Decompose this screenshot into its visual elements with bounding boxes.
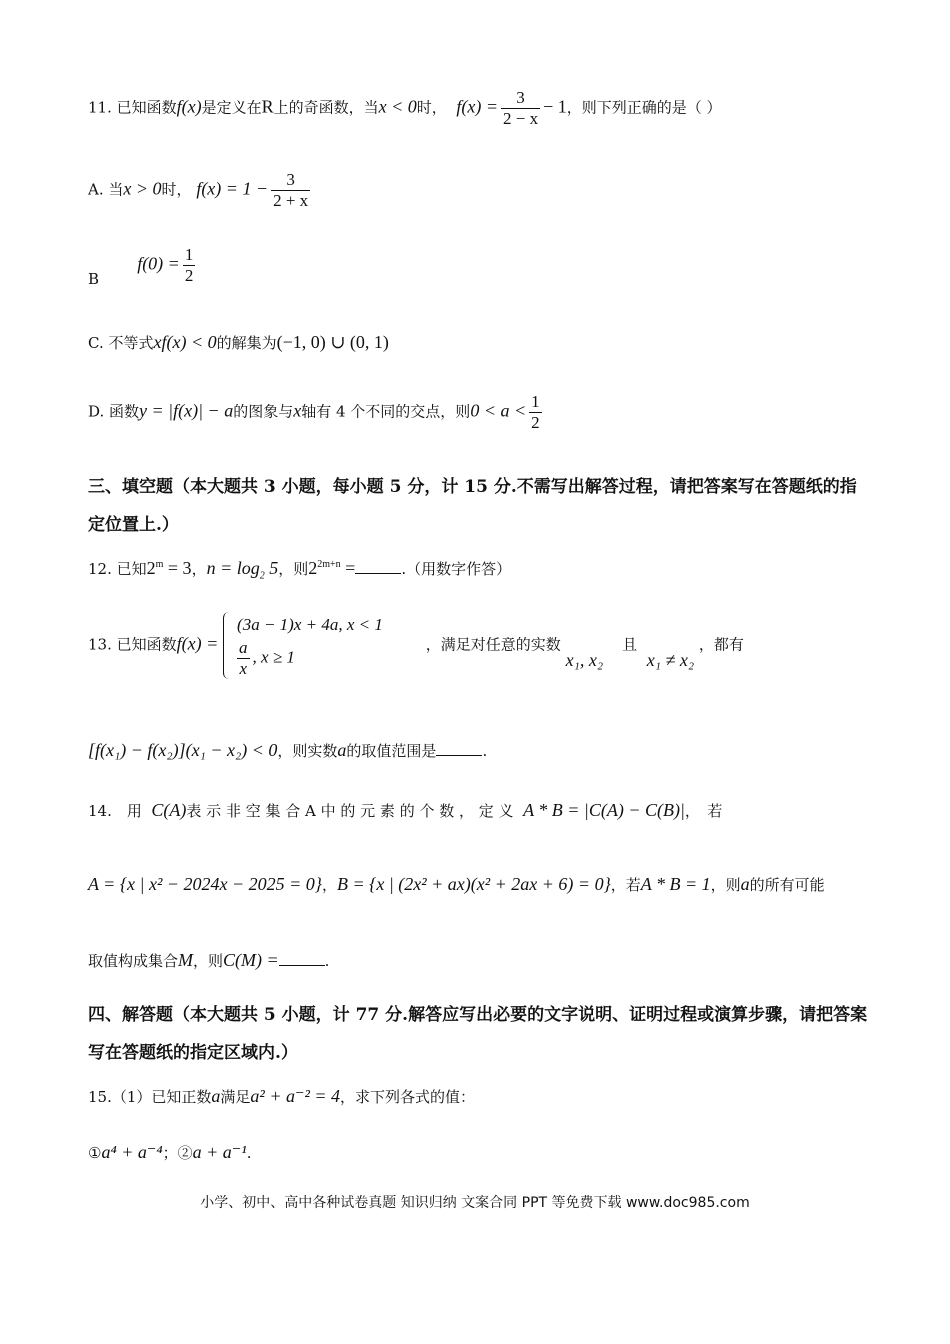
q13-text-e: ，则实数 (277, 742, 338, 760)
q12-expr3 (308, 558, 355, 578)
q12-expr2 (206, 558, 279, 582)
q12-text-b: ， (191, 560, 207, 578)
optC-expr: xf(x) < 0 (153, 332, 217, 352)
q13-answer-blank[interactable] (436, 741, 482, 756)
q13-line2 (88, 740, 487, 761)
q11-frac-den: 2 − x (502, 109, 539, 128)
q15-p1: ① (88, 1144, 102, 1162)
q11-option-a (88, 170, 313, 211)
q13-text-g: . (482, 742, 488, 760)
q13-piecewise (223, 612, 383, 679)
page-footer: 小学、初中、高中各种试卷真题 知识归纳 文案合同 PPT 等免费下载 www.doc985.com (200, 1195, 750, 1211)
optD-x: x (293, 400, 302, 421)
q14-text-i: . (324, 952, 330, 970)
q13-text-f: 的取值范围是 (346, 742, 437, 760)
q15-end: . (246, 1144, 252, 1162)
q14-text-f: 的所有可能 (749, 876, 825, 894)
q14-line1 (88, 800, 722, 821)
q15-e2: a + a⁻¹ (192, 1142, 247, 1162)
optA-text: 时， (161, 180, 192, 199)
section-3-heading: 三、填空题（本大题共 3 小题，每小题 5 分，计 15 分.不需写出解答过程，请把答案写在答题纸的指定位置上.） (88, 477, 857, 535)
q13-fx: f(x) = (176, 633, 219, 654)
q13-case2-num: a (239, 638, 248, 657)
q12-e3-rest: = (340, 558, 356, 578)
optB-fraction (183, 245, 196, 286)
q14-text-h: ，则 (193, 952, 224, 970)
q13-vars: x₁, x₂ (565, 649, 604, 670)
q13-ineq: [f(x₁) − f(x₂)](x₁ − x₂) < 0 (88, 740, 278, 760)
q11-text-d: 时， (416, 98, 447, 117)
q13-text-d: ，都有 (698, 635, 744, 654)
optC-text: 的解集为 (216, 334, 277, 352)
q13-brace (223, 612, 234, 679)
q12 (88, 558, 511, 582)
q12-e2-sub: 2 (259, 570, 265, 582)
q15-line1 (88, 1086, 475, 1107)
q13-a-var: a (337, 740, 347, 760)
q11-minus-one: − 1 (543, 96, 567, 117)
q14-setA: A = {x | x² − 2024x − 2025 = 0} (88, 874, 322, 894)
optD-label: D. 函数 (88, 402, 140, 421)
q14-text-e: ，则 (710, 876, 741, 894)
optB-frac-den: 2 (184, 266, 194, 285)
q11-option-d (88, 392, 545, 433)
q12-e2-base: n = log (206, 558, 260, 578)
optA-frac-num: 3 (271, 170, 310, 191)
q12-e1-exp: m (155, 559, 164, 570)
q14-CA: C(A) (151, 800, 187, 820)
q14-text-a: 14. 用 (88, 802, 142, 820)
q12-e1-base: 2 (146, 558, 156, 578)
q14-line2 (88, 874, 825, 895)
q11-R: R (261, 96, 274, 117)
optA-fraction (271, 170, 310, 211)
q13-text-a: 13. 已知函数 (88, 635, 177, 654)
q15-sep: ；② (162, 1144, 193, 1162)
optA-expr: f(x) = 1 − (196, 178, 269, 199)
q14-M: M (178, 950, 194, 970)
q13-case2-frac (237, 638, 250, 679)
q15-e1: a⁴ + a⁻⁴ (101, 1142, 163, 1162)
q13-case2-rest: , x ≥ 1 (252, 647, 295, 667)
q11-fraction (501, 88, 540, 129)
optD-frac-den: 2 (531, 413, 540, 432)
optA-label: A. 当 (88, 180, 124, 199)
optD-frac-num: 1 (531, 392, 540, 411)
optB-label: B (88, 269, 100, 288)
q11-text-e: ，则下列正确的是（ ） (566, 98, 722, 117)
section-4-heading: 四、解答题（本大题共 5 小题，计 77 分.解答应写出必要的文字说明、证明过程或演算步骤，请把答案写在答题纸的指定区域内.） (88, 1005, 868, 1063)
q11-text-a: 11. 已知函数 (88, 98, 177, 117)
q11-text-b: 是定义在 (201, 98, 262, 117)
optD-fraction (529, 392, 542, 433)
q12-e3-base: 2 (308, 558, 318, 578)
q14-CM: C(M) = (223, 950, 279, 970)
q14-cond: A * B = 1 (640, 874, 711, 894)
q14-setB: B = {x | (2x² + ax)(x² + 2ax + 6) = 0} (336, 874, 611, 894)
q14-text-g: 取值构成集合 (88, 952, 179, 970)
q11-option-c (88, 332, 389, 353)
q15-text-c: ，求下列各式的值： (340, 1088, 476, 1106)
optD-expr: y = |f(x)| − a (139, 400, 234, 421)
q14-def: A * B = |C(A) − C(B)| (523, 800, 685, 820)
q13-text-b: ，满足对任意的实数 (425, 635, 561, 654)
q13-neq: x₁ ≠ x₂ (646, 649, 695, 670)
q14-text-b: 表 示 非 空 集 合 A 中 的 元 素 的 个 数 ， 定 义 (186, 802, 514, 820)
q12-e2-rest: 5 (264, 558, 279, 578)
optB-expr: f(0) = (137, 253, 180, 274)
optD-text-a: 的图象与 (233, 402, 294, 421)
q13-case2-den: x (239, 659, 248, 678)
q12-e3-exp: 2m+n (317, 559, 341, 570)
q11-frac-num: 3 (501, 88, 540, 109)
q11-stem (88, 88, 722, 129)
q13-case1: (3a − 1)x + 4a, x < 1 (237, 615, 383, 634)
q14-comma: ， (321, 876, 337, 894)
q12-e1-rest: = 3 (163, 558, 192, 578)
q15-cond: a² + a⁻² = 4 (250, 1086, 341, 1106)
q13-case2 (237, 638, 383, 679)
q11-option-b (88, 245, 198, 286)
q12-text-d: .（用数字作答） (401, 560, 512, 578)
q12-answer-blank[interactable] (355, 559, 401, 574)
q14-text-d: ，若 (610, 876, 641, 894)
optC-set: (−1, 0) ∪ (0, 1) (276, 332, 389, 352)
q11-fx: f(x) (176, 96, 202, 117)
q15-line2 (88, 1142, 251, 1163)
q12-expr1 (147, 558, 192, 578)
q11-text-c: 上的奇函数，当 (273, 98, 379, 117)
q11-cond: x < 0 (378, 96, 417, 117)
optC-label: C. 不等式 (88, 334, 154, 352)
q12-text-a: 12. 已知 (88, 560, 147, 578)
optA-frac-den: 2 + x (273, 191, 309, 210)
q12-text-c: ，则 (278, 560, 309, 578)
q15-text-b: 满足 (220, 1088, 251, 1106)
q11-fx-eq: f(x) = (456, 96, 498, 117)
optD-ineq: 0 < a < (470, 400, 527, 421)
optD-text-b: 轴有 4 个不同的交点，则 (301, 402, 471, 421)
q15-a-var: a (211, 1086, 221, 1106)
optB-frac-num: 1 (184, 245, 194, 264)
q14-a-var: a (740, 874, 750, 894)
q14-line3 (88, 950, 329, 971)
q14-text-c: ， 若 (684, 802, 723, 820)
q13 (88, 612, 744, 679)
q13-text-c: 且 (622, 635, 638, 654)
optA-cond: x > 0 (123, 178, 162, 199)
q14-answer-blank[interactable] (279, 951, 325, 966)
q15-text-a: 15.（1）已知正数 (88, 1088, 212, 1106)
